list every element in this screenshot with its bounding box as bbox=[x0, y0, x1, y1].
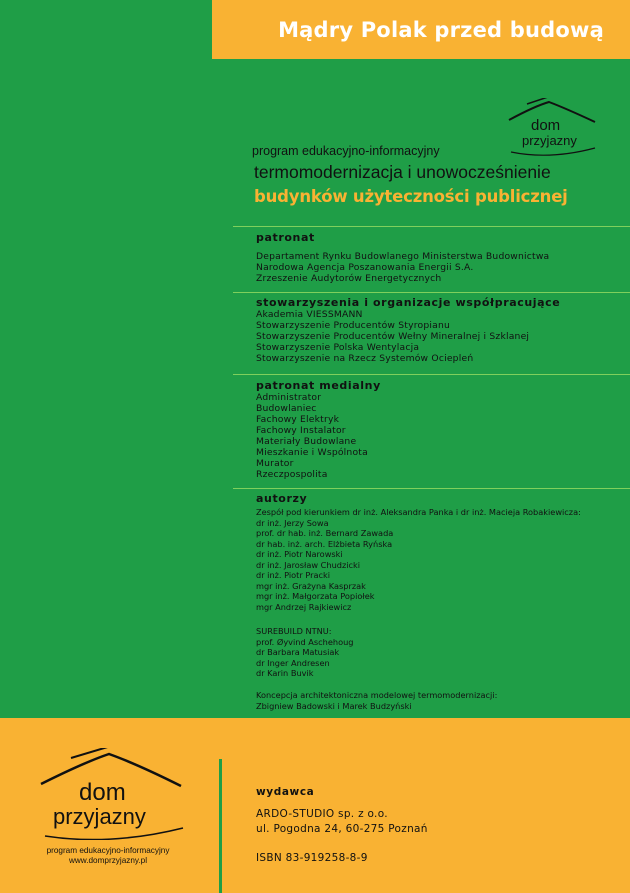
list-item: Stowarzyszenie Polska Wentylacja bbox=[256, 342, 420, 353]
footer-website: www.domprzyjazny.pl bbox=[68, 856, 148, 865]
program-subtitle: budynków użyteczności publicznej bbox=[254, 187, 568, 206]
list-item: mgr Andrzej Rajkiewicz bbox=[256, 601, 352, 612]
publisher-address: ul. Pogodna 24, 60-275 Poznań bbox=[256, 823, 428, 835]
dom-przyjazny-logo bbox=[37, 748, 185, 840]
list-item: dr Karin Buvik bbox=[256, 668, 314, 678]
list-item: Stowarzyszenie Producentów Styropianu bbox=[256, 320, 450, 331]
medialny-list bbox=[256, 392, 368, 480]
list-item: Rzeczpospolita bbox=[256, 469, 328, 480]
list-item: prof. dr hab. inż. Bernard Zawada bbox=[256, 528, 394, 538]
koncepcja-list bbox=[256, 690, 497, 711]
autorzy-team-list bbox=[256, 507, 581, 612]
list-item: prof. Øyvind Aschehoug bbox=[256, 636, 354, 647]
list-item: Materiały Budowlane bbox=[256, 436, 357, 447]
medialny-heading: patronat medialny bbox=[256, 379, 381, 392]
list-item: Fachowy Instalator bbox=[256, 425, 346, 436]
list-item: dr hab. inż. arch. Elżbieta Ryńska bbox=[256, 538, 393, 549]
list-item: Akademia VIESSMANN bbox=[256, 309, 363, 320]
divider bbox=[233, 374, 630, 375]
stowarzyszenia-list bbox=[256, 309, 529, 364]
publisher-heading: wydawca bbox=[256, 786, 315, 798]
program-title: termomodernizacja i unowocześnienie bbox=[254, 162, 551, 182]
list-item: dr Barbara Matusiak bbox=[256, 647, 340, 657]
list-item: Murator bbox=[256, 458, 294, 469]
autorzy-heading: autorzy bbox=[256, 492, 308, 505]
list-item: Administrator bbox=[256, 392, 322, 403]
program-label: program edukacyjno-informacyjny bbox=[252, 144, 440, 158]
list-item: Koncepcja architektoniczna modelowej termomodernizacji: bbox=[256, 690, 498, 700]
list-item: dr inż. Piotr Narowski bbox=[256, 549, 343, 559]
list-item: Mieszkanie i Wspólnota bbox=[256, 447, 368, 458]
patronat-list bbox=[256, 251, 549, 284]
list-item: Fachowy Elektryk bbox=[256, 414, 340, 425]
list-item: mgr inż. Małgorzata Popiołek bbox=[256, 591, 375, 601]
list-item: Narodowa Agencja Poszanowania Energii S.A. bbox=[256, 262, 474, 273]
footer-tagline: program edukacyjno-informacyjny bbox=[46, 846, 170, 855]
stowarzyszenia-heading: stowarzyszenia i organizacje współpracujące bbox=[256, 296, 561, 309]
divider bbox=[233, 226, 630, 227]
divider bbox=[233, 488, 630, 489]
list-item: dr Inger Andresen bbox=[256, 657, 330, 668]
logo-word-dom: dom bbox=[531, 117, 561, 134]
list-item: dr inż. Jerzy Sowa bbox=[256, 517, 329, 528]
publisher-name: ARDO-STUDIO sp. z o.o. bbox=[256, 808, 388, 820]
list-item: dr inż. Jarosław Chudzicki bbox=[256, 559, 361, 570]
list-item: dr inż. Piotr Pracki bbox=[256, 570, 331, 580]
list-item: Stowarzyszenie Producentów Wełny Mineralnej i Szklanej bbox=[256, 331, 530, 342]
list-item: SUREBUILD NTNU: bbox=[256, 626, 332, 636]
logo-word-przyjazny: przyjazny bbox=[522, 133, 577, 148]
divider bbox=[233, 292, 630, 293]
list-item: mgr inż. Grażyna Kasprzak bbox=[256, 580, 366, 591]
surebuild-list bbox=[256, 626, 353, 679]
list-item: Zbigniew Badowski i Marek Budzyński bbox=[256, 700, 412, 711]
list-item: Zrzeszenie Audytorów Energetycznych bbox=[256, 273, 442, 284]
list-item: Stowarzyszenie na Rzecz Systemów Ociepleń bbox=[256, 353, 474, 364]
list-item: Departament Rynku Budowlanego Ministerstwa Budownictwa bbox=[256, 251, 550, 262]
logo-word-przyjazny: przyjazny bbox=[53, 804, 146, 829]
footer-divider bbox=[219, 759, 222, 893]
isbn: ISBN 83-919258-8-9 bbox=[256, 852, 368, 864]
list-item: Budowlaniec bbox=[256, 403, 317, 414]
patronat-heading: patronat bbox=[256, 231, 315, 244]
dom-przyjazny-logo-small bbox=[505, 98, 600, 156]
title-bar bbox=[212, 0, 630, 59]
page-title: Mądry Polak przed budową bbox=[278, 17, 604, 42]
logo-word-dom: dom bbox=[79, 779, 126, 806]
list-item: Zespół pod kierunkiem dr inż. Aleksandra Panka i dr inż. Macieja Robakiewicza: bbox=[256, 507, 581, 517]
